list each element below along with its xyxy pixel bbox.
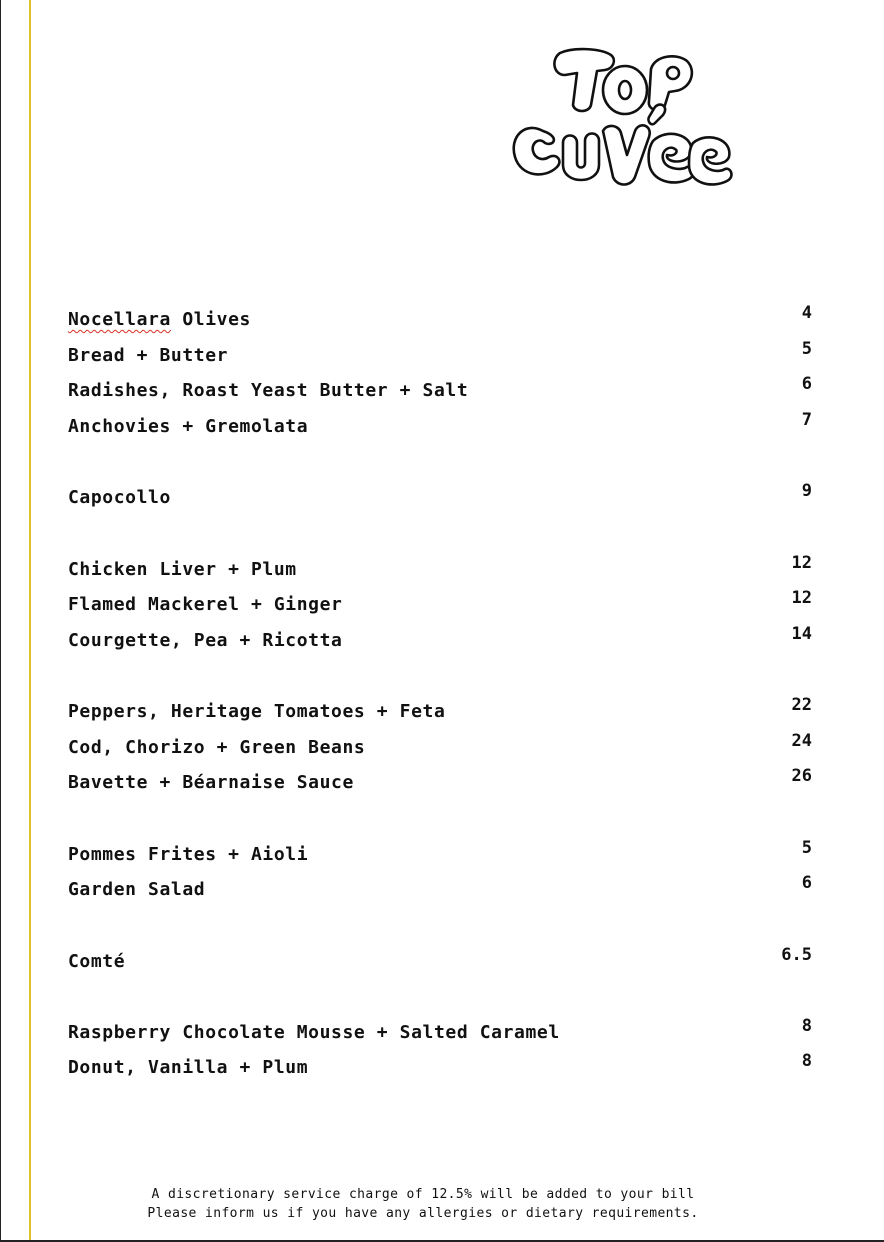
item-name: Chicken Liver + Plum (68, 559, 297, 580)
item-name: Comté (68, 951, 126, 972)
list-item (68, 553, 814, 583)
item-price: 6 (801, 873, 812, 893)
list-item (68, 339, 814, 369)
item-price: 5 (801, 339, 812, 359)
item-price: 26 (791, 766, 812, 786)
item-price: 24 (791, 731, 812, 751)
item-name: Raspberry Chocolate Mousse + Salted Caramel (68, 1022, 560, 1043)
item-name: Peppers, Heritage Tomatoes + Feta (68, 701, 446, 722)
list-item (68, 838, 814, 868)
item-name: Donut, Vanilla + Plum (68, 1057, 309, 1078)
item-price: 7 (801, 410, 812, 430)
item-name: Anchovies + Gremolata (68, 416, 309, 437)
item-name (68, 309, 251, 330)
list-item (68, 873, 814, 903)
item-price: 12 (791, 588, 812, 608)
item-name: Courgette, Pea + Ricotta (68, 630, 343, 651)
list-item (68, 481, 814, 511)
list-item (68, 695, 814, 725)
list-item (68, 945, 814, 975)
margin-rule (29, 0, 31, 1242)
item-name: Flamed Mackerel + Ginger (68, 594, 343, 615)
item-price: 8 (801, 1016, 812, 1036)
list-item (68, 624, 814, 654)
item-name: Garden Salad (68, 879, 206, 900)
page-left-border (0, 0, 1, 1242)
item-price: 6.5 (781, 945, 812, 965)
list-item (68, 303, 814, 333)
item-name: Capocollo (68, 487, 171, 508)
item-price: 6 (801, 374, 812, 394)
list-item (68, 766, 814, 796)
top-cuvee-logo (505, 45, 737, 195)
item-price: 22 (791, 695, 812, 715)
item-name-rest: Olives (170, 309, 251, 330)
list-item (68, 374, 814, 404)
item-price: 14 (791, 624, 812, 644)
item-name: Cod, Chorizo + Green Beans (68, 737, 366, 758)
item-name: Bread + Butter (68, 345, 229, 366)
item-price: 4 (801, 303, 812, 323)
allergy-note: Please inform us if you have any allergies or dietary requirements. (147, 1206, 699, 1221)
logo-image (505, 45, 737, 195)
item-price: 9 (801, 481, 812, 501)
item-name: Bavette + Béarnaise Sauce (68, 772, 354, 793)
list-item (68, 410, 814, 440)
item-price: 8 (801, 1051, 812, 1071)
list-item (68, 1051, 814, 1081)
item-price: 5 (801, 838, 812, 858)
service-charge-note: A discretionary service charge of 12.5% will be added to your bill (151, 1187, 695, 1202)
item-price: 12 (791, 553, 812, 573)
item-name: Radishes, Roast Yeast Butter + Salt (68, 380, 469, 401)
list-item (68, 1016, 814, 1046)
list-item (68, 588, 814, 618)
item-name: Pommes Frites + Aioli (68, 844, 309, 865)
list-item (68, 731, 814, 761)
item-name-misspelled: Nocellara (68, 309, 171, 330)
footer-notes (0, 1185, 846, 1223)
